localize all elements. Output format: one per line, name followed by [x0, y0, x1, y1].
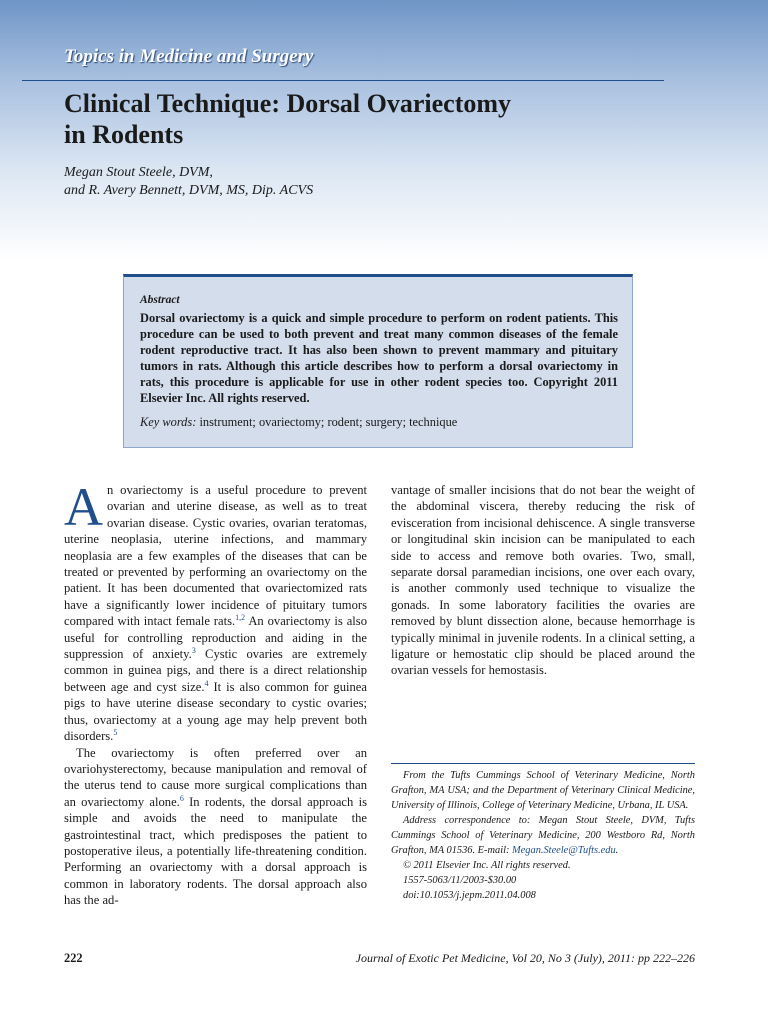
- paragraph-2: [64, 745, 367, 909]
- drop-cap: A: [64, 477, 103, 537]
- footnote-address: [391, 813, 695, 858]
- body-column-left: [64, 477, 367, 909]
- journal-citation: Journal of Exotic Pet Medicine, Vol 20, No 3 (July), 2011: pp 222–226: [355, 951, 695, 965]
- paragraph-2-text-b: In rodents, the dorsal approach is simple and avoids the need to manipulate the gastrointestinal tract, which predisposes the patient to postoperative ileus, a potentially life-threatening condition. Performing an ovariectomy with a dorsal approach is common in laboratory rodents. The dorsal approach also has the ad-: [64, 794, 367, 908]
- abstract-box: [123, 274, 633, 448]
- keywords-label: Key words:: [140, 415, 197, 429]
- paragraph-1-text-d: It is also common for guinea pigs to have uterine disease secondary to cystic ovaries; thus, ovariectomy at a young age may help prevent both disorders.: [64, 679, 367, 744]
- citation-link[interactable]: 5: [113, 727, 118, 737]
- abstract-text: Dorsal ovariectomy is a quick and simple procedure to perform on rodent patients. This procedure can be used to both prevent and treat many common diseases of the female rodent reproductive tract. It has also been shown to prevent mammary and pituitary tumors in rats. Although this article describes how to perform a dorsal ovariectomy in rats, this procedure is applicable for use in other rodent species too. Copyright 2011 Elsevier Inc. All rights reserved.: [140, 311, 618, 405]
- paragraph-1: [64, 477, 367, 745]
- citation-link[interactable]: 4: [204, 678, 209, 688]
- footnote-issn: 1557-5063/11/2003-$30.00: [403, 875, 517, 886]
- author-list: [64, 164, 313, 200]
- keywords: [140, 415, 618, 430]
- address-end: .: [615, 845, 619, 856]
- email-link[interactable]: Megan.Steele@Tufts.edu: [512, 845, 616, 856]
- series-title: Topics in Medicine and Surgery: [64, 46, 314, 67]
- paragraph-3: vantage of smaller incisions that do not bear the weight of the abdominal viscera, thereby reducing the risk of evisceration from incisional dehiscence. A single transverse or longitudinal skin incision can be manipulated to each side to access and remove both ovaries. Two, small, separate dorsal paramedian incisions, one over each ovary, is another commonly used technique to visualize the gonads. In some laboratory facilities the ovaries are removed by blunt dissection alone, because hemorrhage is typically minimal in juvenile rodents. In a clinical setting, a ligature or hemostatic clip should be placed around the ovarian vessels for hemostasis.: [391, 483, 695, 678]
- citation-link[interactable]: 3: [191, 645, 196, 655]
- footnote-doi[interactable]: doi:10.1053/j.jepm.2011.04.008: [403, 890, 536, 901]
- paragraph-1-text-b: An ovariectomy is also useful for controlling reproduction and aiding in the suppression of anxiety.: [64, 614, 367, 662]
- title-line-2: in Rodents: [64, 120, 184, 149]
- citation-link[interactable]: 6: [179, 793, 184, 803]
- author-line-1: Megan Stout Steele, DVM,: [64, 165, 213, 180]
- paragraph-2-text-a: The ovariectomy is often preferred over an ovariohysterectomy, because manipulation and removal of the uterus tend to cause more surgical complications than an ovariectomy alone.: [64, 745, 367, 809]
- footnotes: [391, 768, 695, 903]
- footnote-copyright: © 2011 Elsevier Inc. All rights reserved.: [403, 860, 571, 871]
- paragraph-1-text-c: Cystic ovaries are extremely common in guinea pigs, and there is a direct relationship between age and cyst size.: [64, 647, 367, 694]
- footnote-divider: [391, 763, 695, 764]
- header-divider: [22, 80, 664, 81]
- citation-link[interactable]: 1,2: [235, 613, 246, 623]
- article-title: [64, 88, 684, 150]
- footnote-affiliation: From the Tufts Cummings School of Veterinary Medicine, North Grafton, MA USA; and the Department of Veterinary Clinical Medicine, University of Illinois, College of Veterinary Medicine, Urbana, IL USA.: [391, 770, 695, 811]
- address-text: Address correspondence to: Megan Stout Steele, DVM, Tufts Cummings School of Veterinary Medicine, 200 Westboro Rd, North Grafton, MA 01536. E-mail:: [391, 815, 695, 856]
- abstract-label: Abstract: [140, 294, 180, 306]
- keywords-list: instrument; ovariectomy; rodent; surgery; technique: [199, 415, 458, 429]
- paragraph-1-text-a: n ovariectomy is a useful procedure to prevent ovarian and uterine disease, as well as to treat ovarian disease. Cystic ovaries, ovarian teratomas, uterine neoplasia, uterine infections, and mammary neoplasia are a few examples of the diseases that can be treated or prevented by performing an ovariectomy on the patient. It has been documented that ovariectomized rats have a significantly lower incidence of pituitary tumors compared with intact female rats.: [64, 483, 367, 629]
- author-line-2: and R. Avery Bennett, DVM, MS, Dip. ACVS: [64, 183, 314, 198]
- body-column-right: [391, 482, 695, 679]
- page-number: 222: [64, 951, 83, 965]
- title-line-1: Clinical Technique: Dorsal Ovariectomy: [64, 89, 512, 118]
